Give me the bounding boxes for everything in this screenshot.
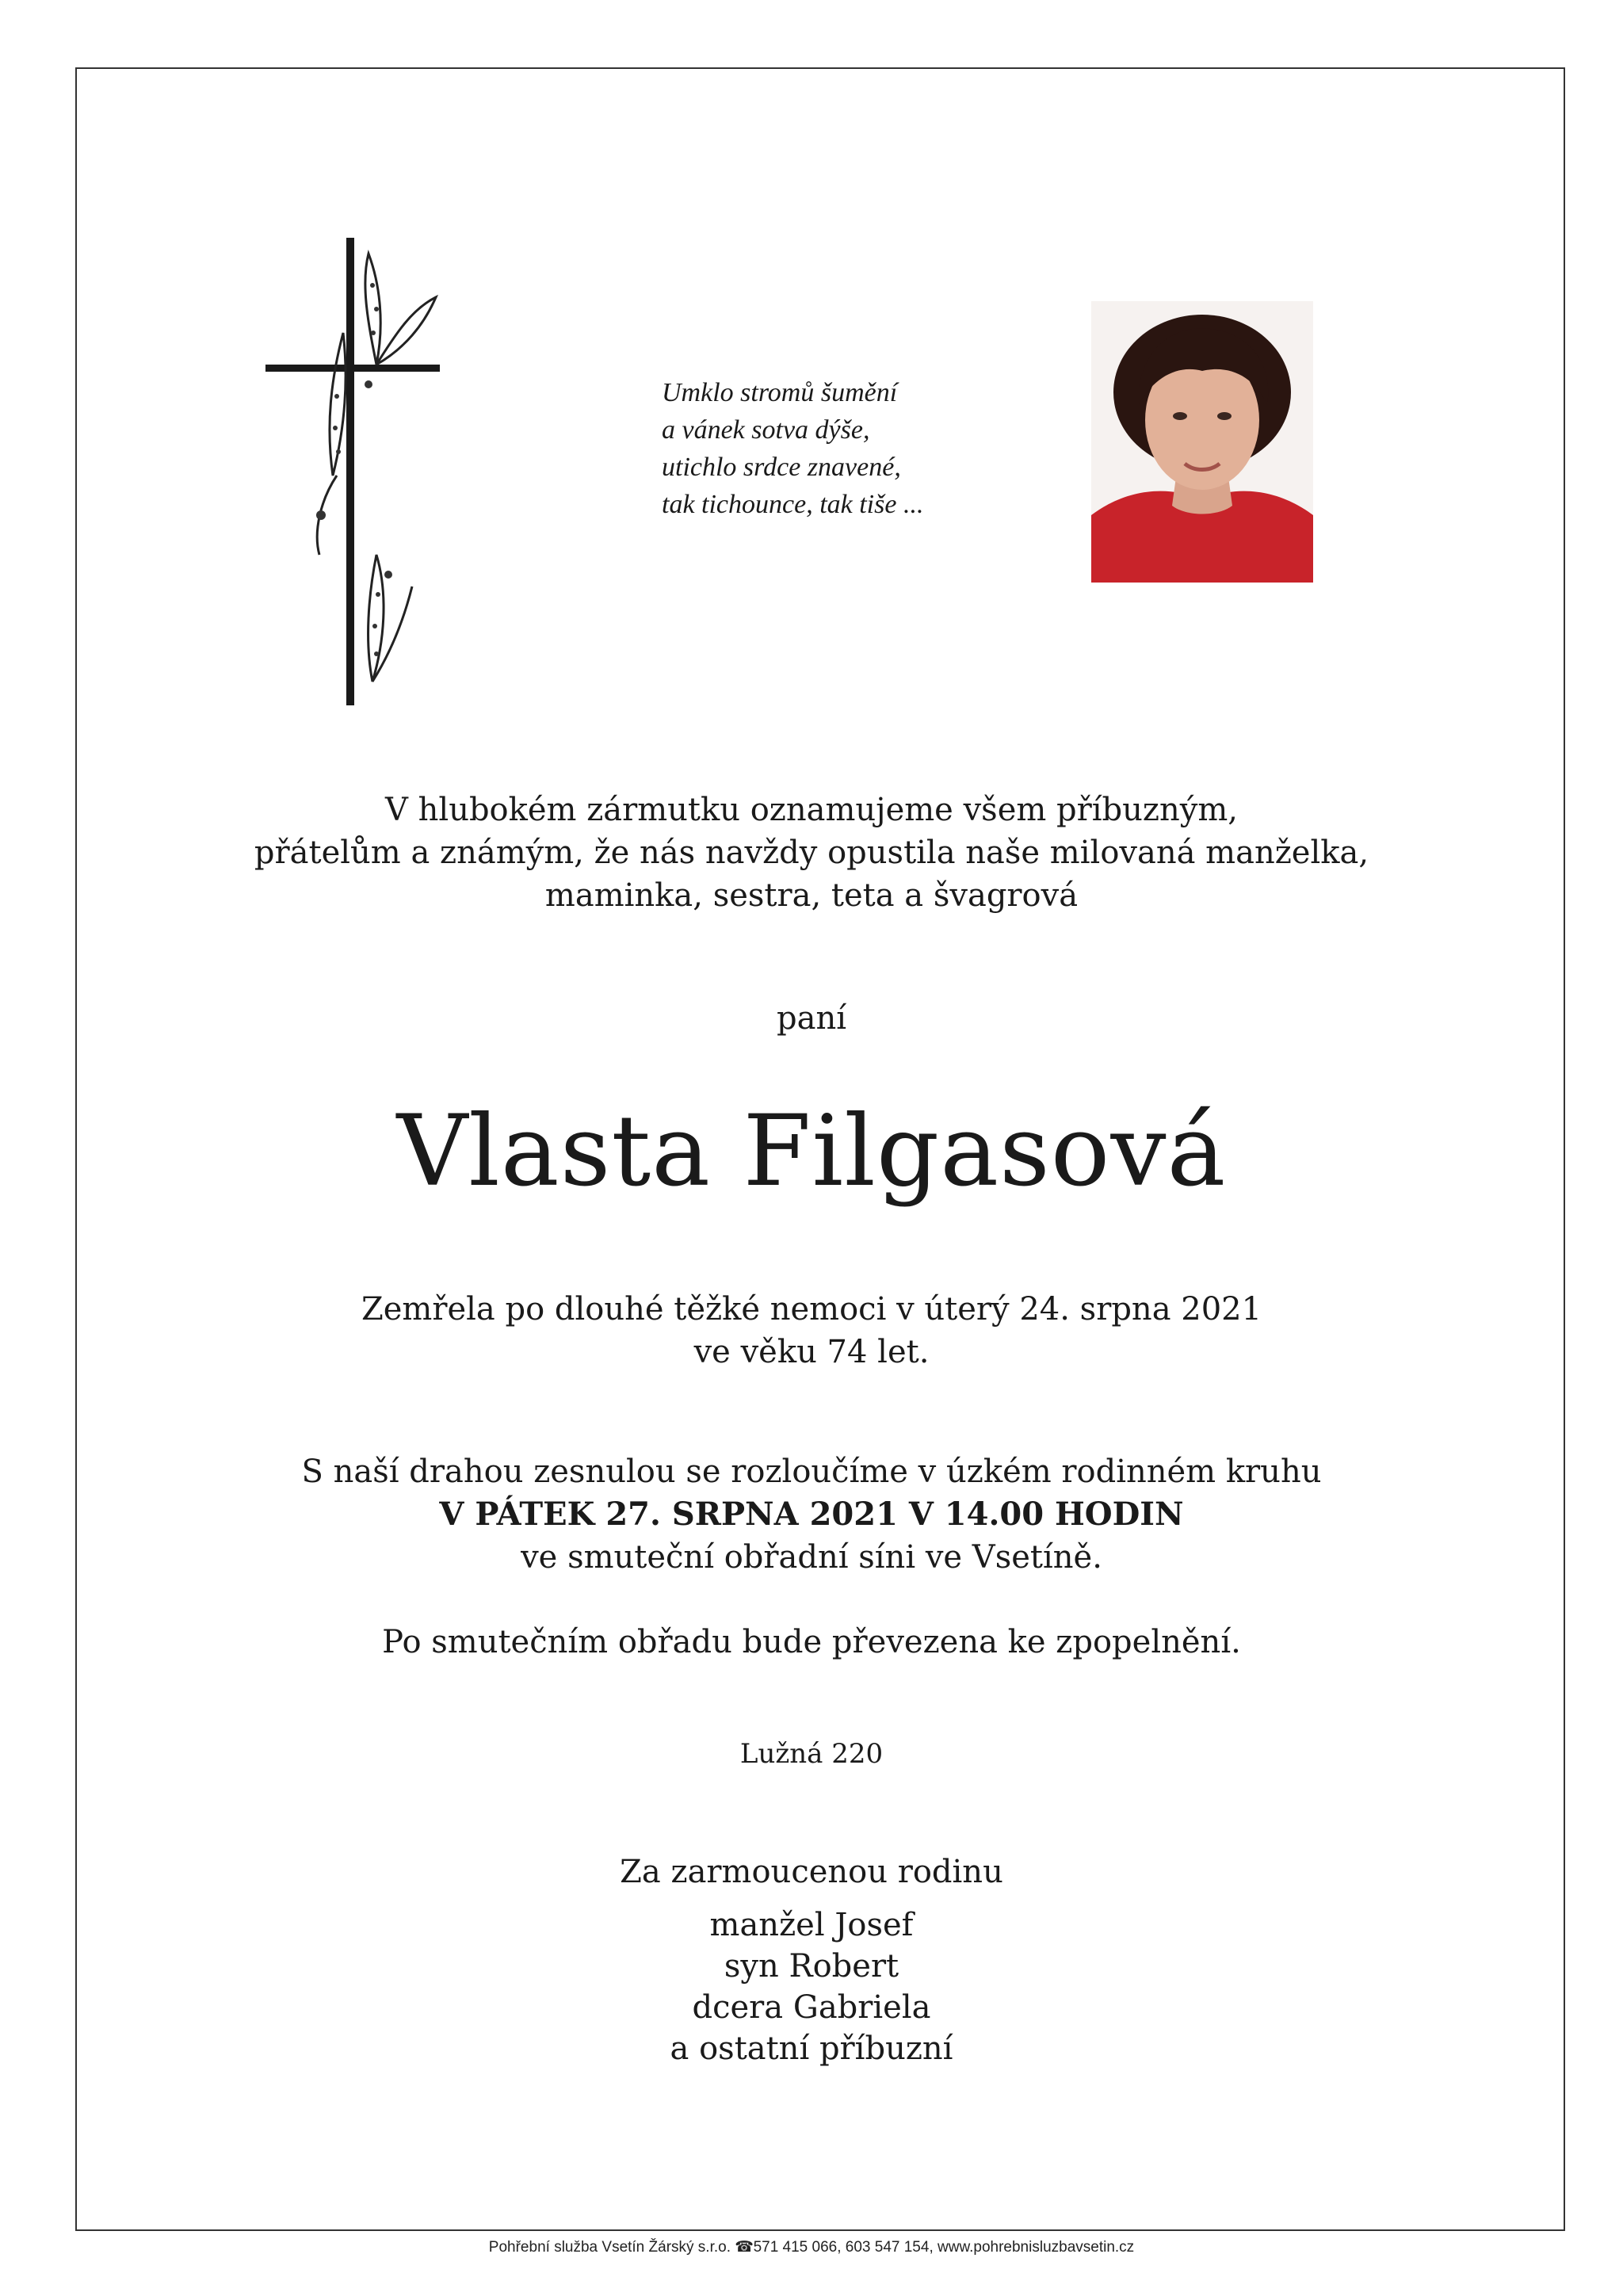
deceased-name: Vlasta Filgasová	[396, 1095, 1227, 1209]
funeral-line: S naší drahou zesnulou se rozloučíme v úzkém rodinném kruhu	[301, 1454, 1322, 1490]
poem	[662, 374, 995, 523]
funeral-datetime: V PÁTEK 27. SRPNA 2021 V 14.00 HODIN	[439, 1496, 1184, 1533]
funeral-location: ve smuteční obřadní síni ve Vsetíně.	[521, 1539, 1102, 1576]
poem-line: a vánek sotva dýše,	[662, 415, 870, 445]
announcement	[0, 789, 1623, 917]
announcement-line: V hlubokém zármutku oznamujeme všem příbuzným,	[385, 792, 1238, 828]
phone-icon: ☎	[735, 2239, 754, 2256]
announcement-line: maminka, sestra, teta a švagrová	[544, 877, 1079, 914]
footer-company: Pohřební služba Vsetín Žárský s.r.o.	[488, 2239, 731, 2256]
portrait-photo	[1091, 301, 1313, 583]
death-info-line: Zemřela po dlouhé těžké nemoci v úterý 24. srpna 2021	[361, 1291, 1262, 1328]
announcement-line: přátelům a známým, že nás navždy opustila naše milovaná manželka,	[254, 835, 1369, 871]
address: Lužná 220	[739, 1738, 884, 1770]
poem-line: utichlo srdce znavené,	[662, 453, 901, 482]
family-member: manžel Josef	[709, 1907, 914, 1943]
funeral-info	[0, 1450, 1623, 1579]
death-info	[0, 1288, 1623, 1373]
cremation-note: Po smutečním obřadu bude převezena ke zpopelnění.	[382, 1624, 1241, 1660]
honorific: paní	[776, 1000, 846, 1037]
family-member: a ostatní příbuzní	[670, 2030, 953, 2067]
footer-phones: 571 415 066, 603 547 154,	[753, 2239, 934, 2256]
family-member: syn Robert	[724, 1948, 899, 1985]
family-heading: Za zarmoucenou rodinu	[620, 1854, 1003, 1890]
footer	[0, 2237, 1623, 2258]
death-info-line: ve věku 74 let.	[693, 1334, 930, 1370]
poem-line: Umklo stromů šumění	[662, 378, 898, 407]
cross-icon	[258, 238, 448, 713]
family-member: dcera Gabriela	[692, 1989, 931, 2026]
family-members	[0, 1904, 1623, 2069]
poem-line: tak tichounce, tak tiše ...	[662, 490, 924, 519]
footer-website[interactable]: www.pohrebnisluzbavsetin.cz	[938, 2239, 1135, 2256]
